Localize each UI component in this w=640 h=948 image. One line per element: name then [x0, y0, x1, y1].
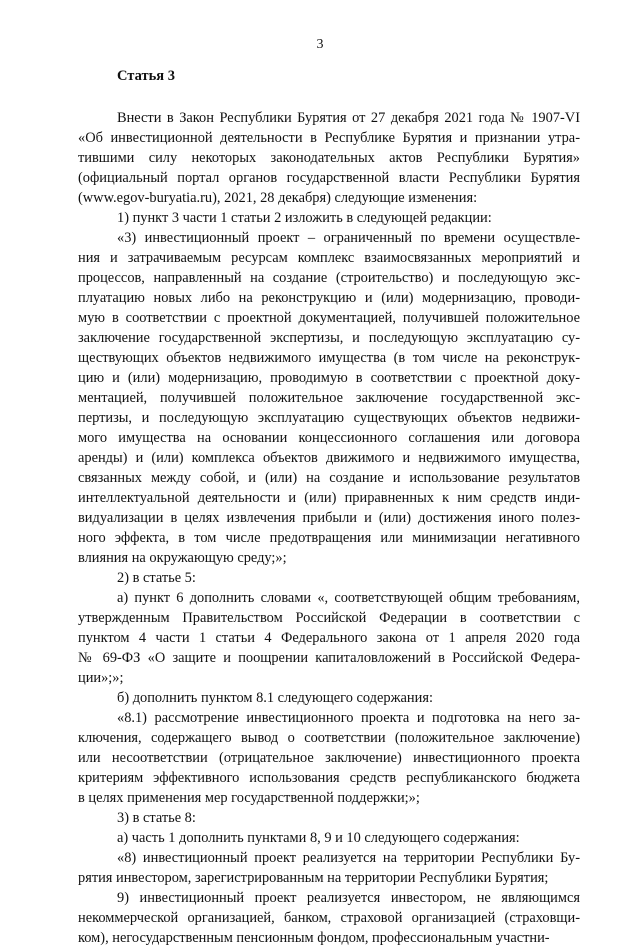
paragraph-line: критериям эффективного использования средств республиканского бюджета: [78, 770, 580, 786]
paragraph-line: (официальный портал органов государственной власти Республики Бурятия: [78, 170, 580, 186]
document-body: [78, 108, 580, 948]
paragraph-line: или несоответствии (отрицательное заключение) инвестиционного проекта: [78, 750, 580, 766]
paragraph-line: «3) инвестиционный проект – ограниченный по времени осуществле-: [117, 230, 580, 246]
paragraph-line: видуализации в целях извлечения прибыли и (или) достижения иного полез-: [78, 510, 580, 526]
paragraph-line: «8) инвестиционный проект реализуется на территории Республики Бу-: [117, 850, 580, 866]
paragraph-line: процессов, направленный на создание (строительство) и последующую экс-: [78, 270, 580, 286]
paragraph-line: цию и (или) модернизацию, проводимую в соответствии с проектной доку-: [78, 370, 580, 386]
paragraph-line: мого имущества на основании концессионного соглашения или договора: [78, 430, 580, 446]
paragraph-line: в целях применения мер государственной поддержки;»;: [78, 790, 420, 806]
paragraph-line: пертизы, и последующую эксплуатацию существующих объектов недвижи-: [78, 410, 580, 426]
paragraph-line: «Об инвестиционной деятельности в Республике Бурятия и признании утра-: [78, 130, 580, 146]
paragraph-line: заключение государственной экспертизы, и последующую эксплуатацию су-: [78, 330, 580, 346]
paragraph-line: б) дополнить пунктом 8.1 следующего содержания:: [117, 690, 433, 706]
paragraph-line: некоммерческой организацией, банком, страховой организацией (страховщи-: [78, 910, 580, 926]
paragraph-line: а) пункт 6 дополнить словами «, соответствующей общим требованиям,: [117, 590, 580, 606]
paragraph-line: ного эффекта, в том числе предотвращения или минимизации негативного: [78, 530, 580, 546]
paragraph-line: интеллектуальной деятельности и (или) приравненных к ним средств инди-: [78, 490, 580, 506]
paragraph-line: № 69-ФЗ «О защите и поощрении капиталовложений в Российской Федера-: [78, 650, 580, 666]
paragraph-line: ществующих объектов недвижимого имущества (в том числе на реконструк-: [78, 350, 580, 366]
paragraph-line: утвержденным Правительством Российской Федерации в соответствии с: [78, 610, 580, 626]
paragraph-line: «8.1) рассмотрение инвестиционного проекта и подготовка на него за-: [117, 710, 580, 726]
paragraph-line: связанных между собой, и (или) на создание и использование результатов: [78, 470, 580, 486]
paragraph-line: ком), негосударственным пенсионным фондом, профессиональным участни-: [78, 930, 550, 946]
paragraph-line: влияния на окружающую среду;»;: [78, 550, 287, 566]
paragraph-line: мую в соответствии с проектной документацией, получившей положительное: [78, 310, 580, 326]
paragraph-line: (www.egov-buryatia.ru), 2021, 28 декабря) следующие изменения:: [78, 190, 478, 206]
paragraph-line: ния и затрачиваемым ресурсам комплекс взаимосвязанных мероприятий и: [78, 250, 580, 266]
paragraph-line: ментацией, получившей положительное заключение государственной экс-: [78, 390, 580, 406]
paragraph-line: 2) в статье 5:: [117, 570, 196, 586]
paragraph-line: тившими силу некоторых законодательных актов Республики Бурятия»: [78, 150, 580, 166]
paragraph-line: 3) в статье 8:: [117, 810, 196, 826]
paragraph-line: плуатацию новых либо на реконструкцию и (или) модернизацию, проводи-: [78, 290, 580, 306]
paragraph-line: ции»;»;: [78, 670, 124, 686]
article-heading: Статья 3: [117, 68, 175, 84]
paragraph-line: пунктом 4 части 1 статьи 4 Федерального закона от 1 апреля 2020 года: [78, 630, 580, 646]
paragraph-line: 9) инвестиционный проект реализуется инвестором, не являющимся: [117, 890, 580, 906]
paragraph-line: ключения, содержащего вывод о соответствии (положительное заключение): [78, 730, 580, 746]
page-number: 3: [316, 37, 324, 52]
paragraph-line: 1) пункт 3 части 1 статьи 2 изложить в следующей редакции:: [117, 210, 492, 226]
paragraph-line: рятия инвестором, зарегистрированным на территории Республики Бурятия;: [78, 870, 549, 886]
paragraph-line: Внести в Закон Республики Бурятия от 27 декабря 2021 года № 1907-VI: [117, 110, 580, 126]
paragraph-line: аренды) и (или) комплекса объектов движимого и недвижимого имущества,: [78, 450, 580, 466]
paragraph-line: а) часть 1 дополнить пунктами 8, 9 и 10 следующего содержания:: [117, 830, 520, 846]
